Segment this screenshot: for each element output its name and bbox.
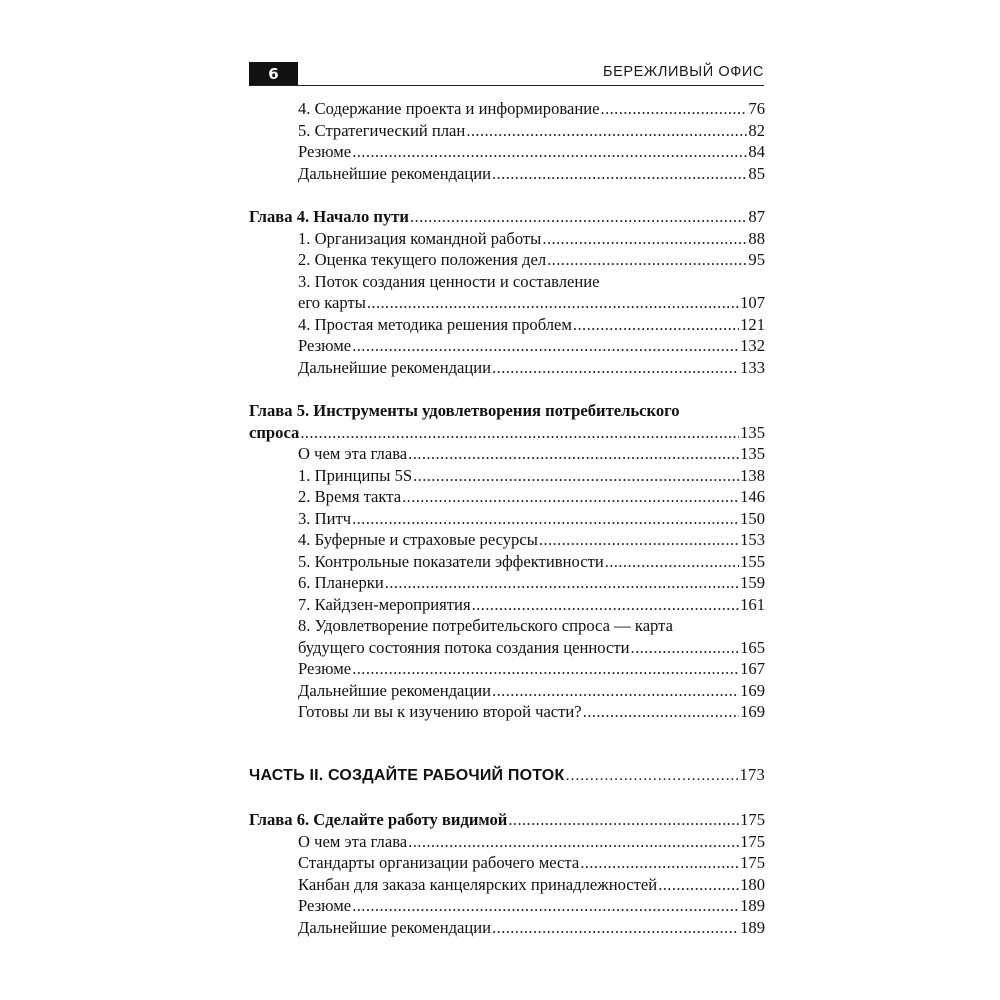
dot-leader: [300, 422, 739, 444]
dot-leader: [539, 529, 739, 551]
toc-entry-page: 88: [748, 228, 765, 248]
dot-leader: [413, 465, 739, 487]
toc-entry-page: 189: [740, 896, 765, 915]
running-head-title: БЕРЕЖЛИВЫЙ ОФИС: [602, 64, 764, 80]
toc-entry-page: 175: [740, 853, 765, 872]
toc-entry-page: 153: [740, 530, 765, 549]
table-of-contents: [249, 98, 765, 938]
toc-entry[interactable]: [249, 98, 765, 120]
toc-entry[interactable]: [249, 314, 765, 336]
dot-leader: [547, 249, 747, 271]
toc-entry-label: 5. Стратегический план: [298, 120, 466, 140]
dot-leader: [352, 335, 739, 357]
dot-leader: [408, 443, 739, 465]
toc-entry-page: 175: [740, 831, 765, 851]
toc-entry[interactable]: [249, 292, 765, 314]
chapter-heading[interactable]: [249, 422, 765, 444]
toc-entry-label: Канбан для заказа канцелярских принадлежностей: [298, 874, 658, 894]
toc-entry[interactable]: [249, 508, 765, 530]
chapter-title: Глава 4. Начало пути: [249, 207, 409, 226]
chapter-page: 135: [740, 422, 765, 442]
toc-entry-page: 138: [740, 465, 765, 485]
toc-entry[interactable]: [249, 701, 765, 723]
toc-group-part2: [249, 764, 765, 786]
toc-entry-label: 2. Оценка текущего положения дел: [298, 250, 547, 269]
toc-entry[interactable]: [249, 831, 765, 853]
dot-leader: [472, 594, 740, 616]
dot-leader: [352, 895, 739, 917]
dot-leader: [492, 163, 747, 185]
dot-leader: [492, 917, 739, 939]
toc-entry-page: 133: [740, 357, 765, 377]
dot-leader: [580, 852, 739, 874]
toc-entry[interactable]: [249, 120, 765, 142]
toc-entry-page: 95: [748, 250, 765, 269]
toc-entry-page: 150: [740, 508, 765, 528]
dot-leader: [565, 765, 738, 787]
toc-entry-label: его карты: [298, 293, 366, 312]
toc-entry-label: 3. Питч: [298, 508, 352, 528]
dot-leader: [385, 572, 739, 594]
part-page: 173: [739, 764, 765, 784]
toc-entry[interactable]: [249, 551, 765, 573]
toc-entry[interactable]: [249, 163, 765, 185]
toc-group-chapter4: [249, 206, 765, 378]
dot-leader: [466, 120, 747, 142]
toc-entry-first-line[interactable]: 8. Удовлетворение потребительского спроса — карта: [298, 616, 673, 635]
toc-entry[interactable]: [249, 228, 765, 250]
page-number-badge: 6: [249, 62, 298, 86]
toc-entry-page: 189: [740, 917, 765, 937]
toc-entry-label: О чем эта глава: [298, 831, 408, 851]
toc-entry[interactable]: [249, 874, 765, 896]
toc-entry[interactable]: [249, 895, 765, 917]
toc-group-chapter3-continued: [249, 98, 765, 184]
chapter-heading[interactable]: [249, 206, 765, 228]
toc-entry-page: 180: [740, 874, 765, 894]
toc-entry[interactable]: [249, 529, 765, 551]
dot-leader: [583, 701, 739, 723]
chapter-title: спроса: [249, 422, 300, 442]
toc-entry[interactable]: [249, 465, 765, 487]
dot-leader: [352, 658, 739, 680]
chapter-heading[interactable]: [249, 809, 765, 831]
chapter-page: 87: [748, 207, 765, 226]
dot-leader: [492, 680, 739, 702]
toc-entry-page: 159: [740, 573, 765, 592]
toc-entry[interactable]: [249, 335, 765, 357]
toc-entry[interactable]: [249, 680, 765, 702]
toc-entry-label: Резюме: [298, 142, 352, 161]
dot-leader: [542, 228, 747, 250]
toc-entry-label: 4. Буферные и страховые ресурсы: [298, 530, 538, 549]
part-title: ЧАСТЬ II. СОЗДАЙТЕ РАБОЧИЙ ПОТОК: [249, 766, 565, 784]
toc-entry-page: 76: [748, 99, 765, 118]
dot-leader: [631, 637, 740, 659]
toc-entry-page: 132: [740, 336, 765, 355]
header-divider: [249, 85, 764, 86]
toc-entry-label: Резюме: [298, 336, 352, 355]
toc-entry-label: Стандарты организации рабочего места: [298, 853, 580, 872]
toc-entry-label: Дальнейшие рекомендации: [298, 680, 492, 700]
toc-entry-label: 5. Контрольные показатели эффективности: [298, 551, 604, 571]
toc-group-chapter5: [249, 400, 765, 723]
toc-entry[interactable]: [249, 658, 765, 680]
toc-entry[interactable]: [249, 637, 765, 659]
toc-entry-label: Дальнейшие рекомендации: [298, 163, 492, 183]
toc-entry-page: 169: [740, 702, 765, 721]
toc-entry-page: 155: [740, 551, 765, 571]
toc-entry-page: 161: [740, 594, 765, 614]
dot-leader: [352, 508, 739, 530]
dot-leader: [508, 809, 739, 831]
toc-entry-page: 167: [740, 659, 765, 678]
toc-entry-label: Готовы ли вы к изучению второй части?: [298, 702, 582, 721]
toc-entry-label: Дальнейшие рекомендации: [298, 357, 492, 377]
toc-entry-label: 2. Время такта: [298, 487, 402, 506]
toc-entry-page: 169: [740, 680, 765, 700]
chapter-title: Глава 6. Сделайте работу видимой: [249, 810, 508, 829]
dot-leader: [658, 874, 739, 896]
toc-entry-label: 1. Принципы 5S: [298, 465, 413, 485]
toc-entry-page: 107: [740, 293, 765, 312]
toc-entry-first-line[interactable]: 3. Поток создания ценности и составление: [298, 271, 600, 291]
toc-entry-label: Резюме: [298, 896, 352, 915]
dot-leader: [352, 141, 747, 163]
dot-leader: [402, 486, 739, 508]
toc-entry-page: 121: [740, 314, 765, 334]
toc-entry-page: 85: [748, 163, 765, 183]
toc-entry-page: 84: [748, 142, 765, 161]
toc-entry-page: 165: [740, 637, 765, 657]
toc-entry-label: 4. Простая методика решения проблем: [298, 314, 572, 334]
toc-entry-page: 135: [740, 444, 765, 463]
dot-leader: [601, 98, 748, 120]
toc-entry-label: Дальнейшие рекомендации: [298, 917, 492, 937]
toc-entry-label: 7. Кайдзен-мероприятия: [298, 594, 471, 614]
toc-entry-label: О чем эта глава: [298, 444, 408, 463]
toc-entry-label: будущего состояния потока создания ценности: [298, 637, 630, 657]
toc-entry[interactable]: [249, 594, 765, 616]
chapter-title-first-line[interactable]: Глава 5. Инструменты удовлетворения потребительского: [249, 401, 680, 420]
dot-leader: [492, 357, 739, 379]
dot-leader: [573, 314, 739, 336]
toc-entry[interactable]: [249, 249, 765, 271]
toc-entry-label: 1. Организация командной работы: [298, 228, 542, 248]
dot-leader: [410, 206, 747, 228]
toc-entry-page: 82: [748, 120, 765, 140]
toc-entry[interactable]: [249, 141, 765, 163]
chapter-page: 175: [740, 810, 765, 829]
dot-leader: [605, 551, 739, 573]
dot-leader: [408, 831, 739, 853]
toc-entry[interactable]: [249, 572, 765, 594]
part-heading[interactable]: [249, 764, 765, 786]
toc-entry[interactable]: [249, 443, 765, 465]
toc-group-chapter6: [249, 809, 765, 938]
toc-entry[interactable]: [249, 486, 765, 508]
toc-entry-label: Резюме: [298, 659, 352, 678]
toc-entry[interactable]: [249, 357, 765, 379]
toc-entry[interactable]: [249, 917, 765, 939]
toc-entry[interactable]: [249, 852, 765, 874]
toc-entry-label: 4. Содержание проекта и информирование: [298, 99, 600, 118]
dot-leader: [367, 292, 739, 314]
toc-entry-page: 146: [740, 487, 765, 506]
toc-entry-label: 6. Планерки: [298, 573, 384, 592]
